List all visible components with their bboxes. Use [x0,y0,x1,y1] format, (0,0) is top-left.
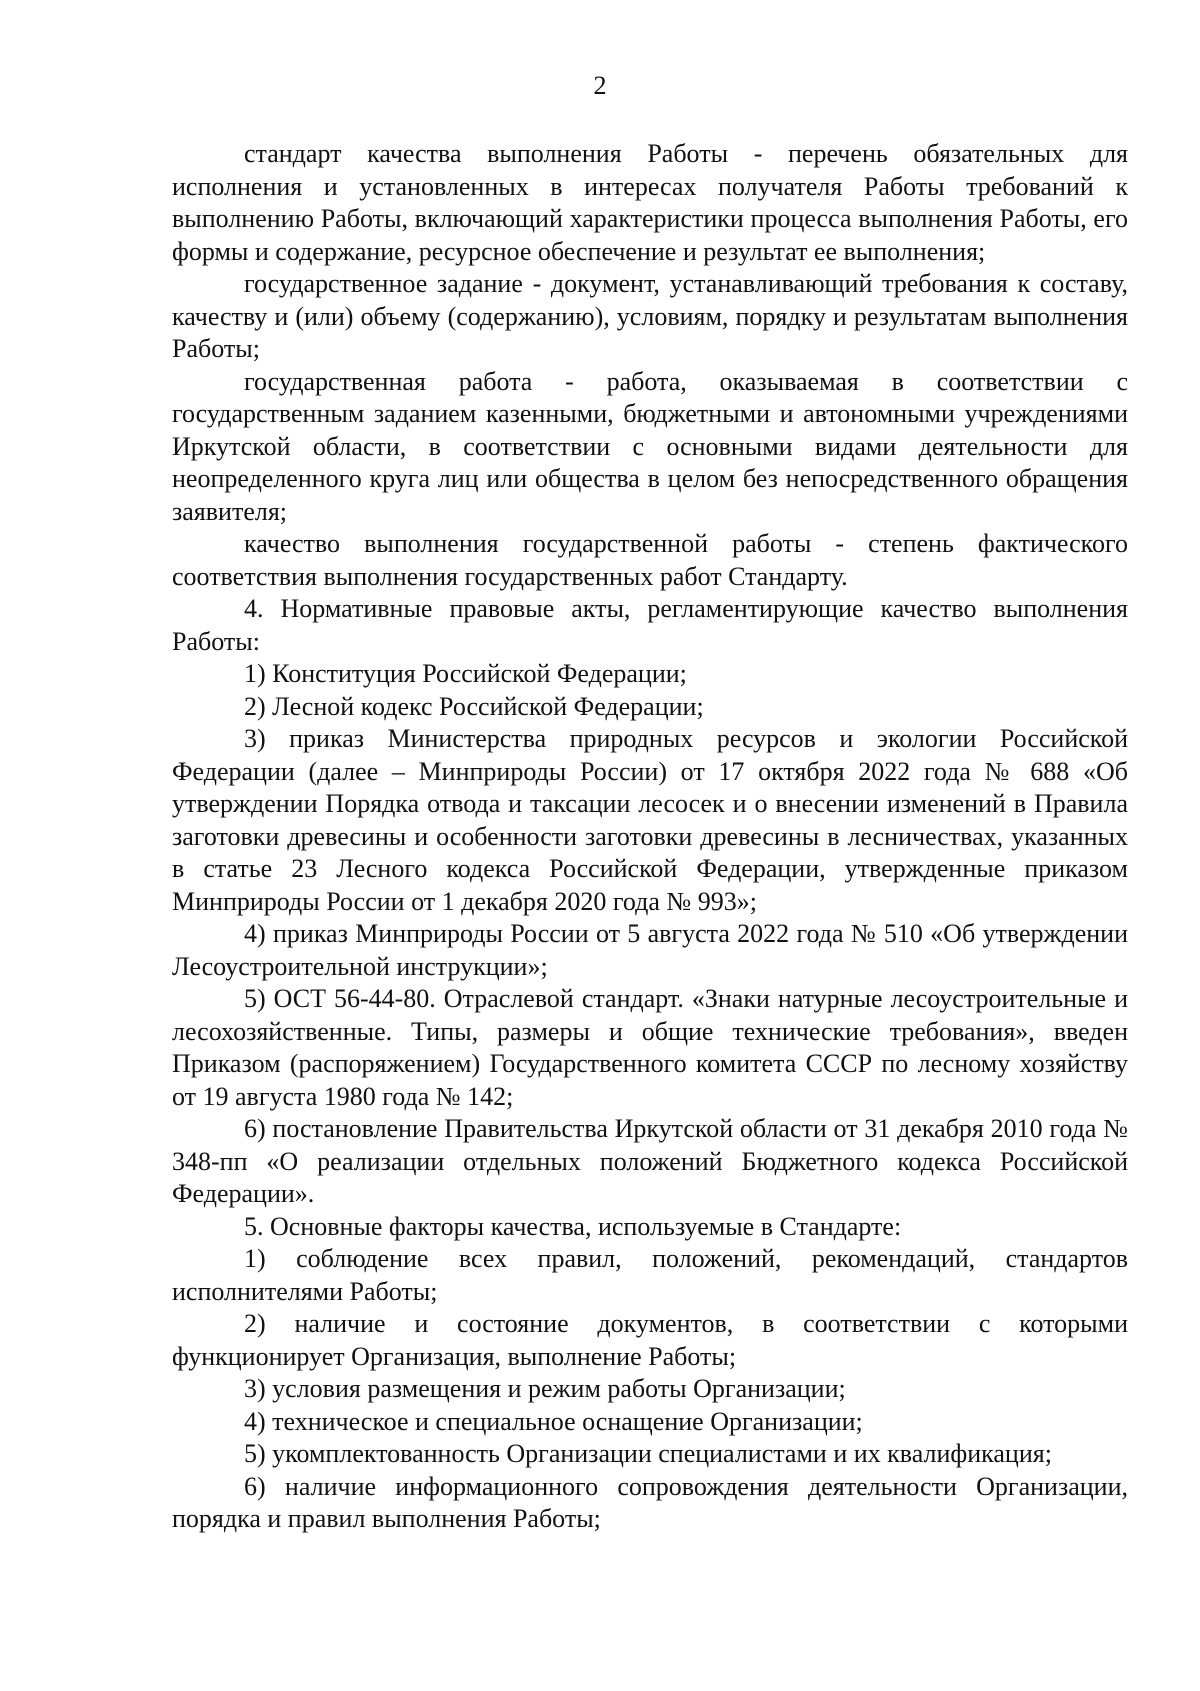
quality-factor-item: 3) условия размещения и режим работы Организации; [244,1374,846,1403]
legal-act-item: 4) приказ Минприроды России от 5 августа 2022 года № 510 «Об утверждении Лесоустроительной инструкции»; [172,919,1128,981]
document-body [172,138,1128,1536]
quality-factor-item: 4) техническое и специальное оснащение Организации; [244,1406,863,1436]
legal-act-item: 1) Конституция Российской Федерации; [244,659,687,688]
legal-act-item: 3) приказ Министерства природных ресурсов и экологии Российской Федерации (далее – Минприроды России) от 17 октября 2022 года № 688 «Об утверждении Порядка отвода и таксации лесосек и о внесении изменений в Правила заготовки древесины и особенности заготовки древесины в лесничествах, указанных в статье 23 Лесного кодекса Российской Федерации, утвержденные приказом Минприроды России от 1 декабря 2020 года № 993»; [172,724,1128,916]
page-number: 2 [593,71,607,100]
legal-act-item: 5) ОСТ 56-44-80. Отраслевой стандарт. «Знаки натурные лесоустроительные и лесохозяйственные. Типы, размеры и общие технические требования», введен Приказом (распоряжением) Государственного комитета СССР по лесному хозяйству от 19 августа 1980 года № 142; [172,984,1128,1111]
quality-factor-item: 5) укомплектованность Организации специалистами и их квалификация; [244,1439,1052,1468]
quality-factor-item: 2) наличие и состояние документов, в соответствии с которыми функционирует Организация, выполнение Работы; [172,1309,1128,1371]
quality-factor-item: 1) соблюдение всех правил, положений, рекомендаций, стандартов исполнителями Работы; [172,1244,1128,1306]
section-4-heading: 4. Нормативные правовые акты, регламентирующие качество выполнения Работы: [172,594,1128,656]
definition-state-assignment: государственное задание - документ, устанавливающий требования к составу, качеству и (или) объему (содержанию), условиям, порядку и результатам выполнения Работы; [172,269,1128,363]
definition-state-work: государственная работа - работа, оказываемая в соответствии с государственным заданием казенными, бюджетными и автономными учреждениями Иркутской области, в соответствии с основными видами деятельности для неопределенного круга лиц или общества в целом без непосредственного обращения заявителя; [172,366,1128,526]
definition-work-quality: качество выполнения государственной работы - степень фактического соответствия выполнения государственных работ Стандарту. [172,529,1128,591]
section-5-heading: 5. Основные факторы качества, используемые в Стандарте: [244,1211,902,1241]
legal-act-item: 6) постановление Правительства Иркутской области от 31 декабря 2010 года № 348-пп «О реализации отдельных положений Бюджетного кодекса Российской Федерации». [172,1114,1128,1208]
quality-factor-item: 6) наличие информационного сопровождения деятельности Организации, порядка и правил выполнения Работы; [172,1471,1128,1533]
definition-quality-standard: стандарт качества выполнения Работы - перечень обязательных для исполнения и установленных в интересах получателя Работы требований к выполнению Работы, включающий характеристики процесса выполнения Работы, его формы и содержание, ресурсное обеспечение и результат ее выполнения; [172,139,1128,266]
legal-act-item: 2) Лесной кодекс Российской Федерации; [244,691,704,721]
